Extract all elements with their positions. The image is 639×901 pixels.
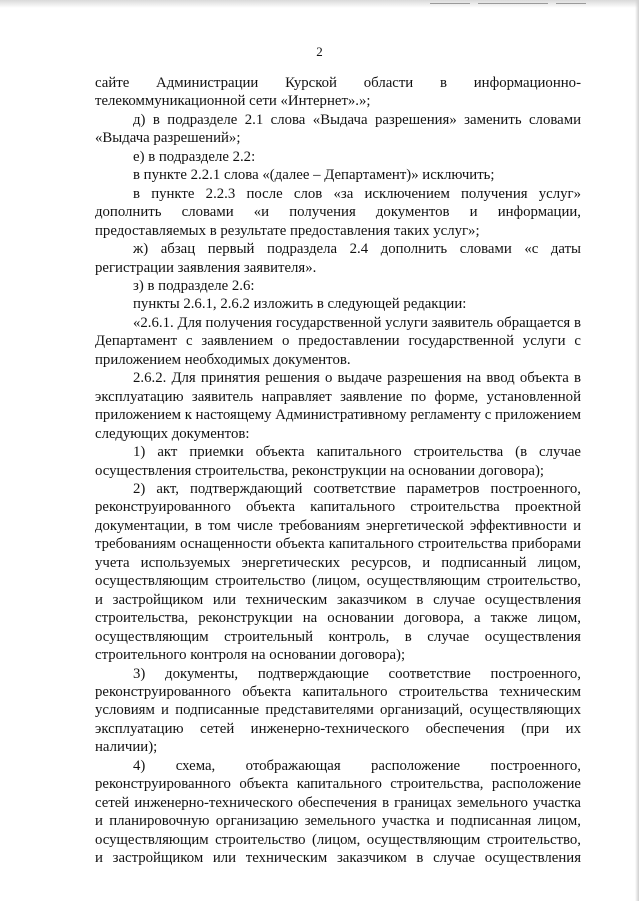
paragraph: сайте Администрации Курской области в информационно-телекоммуникационной сети «Интернет».»;: [95, 75, 581, 110]
paragraph: пункты 2.6.1, 2.6.2 изложить в следующей редакции:: [133, 296, 467, 313]
paragraph: 4) схема, отображающая расположение построенного, реконструированного объекта капитального строительства, расположение сетей инженерно-технического обеспечения в границах земельного участка и планировочную организацию земельного участка и подписанная лицом, осуществляющим строительство (лицом, осуществляющим строительство, и застройщиком или техническим заказчиком в случае осуществления: [95, 757, 581, 867]
paragraph: 3) документы, подтверждающие соответствие построенного, реконструированного объекта капитального строительства техническим условиям и подписанные представителями организаций, осуществляющих эксплуатацию сетей инженерно-технического обеспечения (при их наличии);: [95, 665, 581, 756]
paragraph: ж) абзац первый подраздела 2.4 дополнить словами «с даты регистрации заявления заявителя».: [95, 241, 581, 276]
paragraph: в пункте 2.2.1 слова «(далее – Департамент)» исключить;: [133, 167, 495, 184]
document-body: [95, 74, 581, 867]
paragraph: 1) акт приемки объекта капитального строительства (в случае осуществления строительства, реконструкции на основании договора);: [95, 444, 581, 479]
scan-artifact-line: [430, 3, 470, 4]
paragraph: з) в подразделе 2.6:: [133, 277, 255, 294]
paragraph: в пункте 2.2.3 после слов «за исключением получения услуг» дополнить словами «и получения документов и информации, предоставляемых в результате предоставления таких услуг»;: [95, 185, 581, 239]
paragraph: 2) акт, подтверждающий соответствие параметров построенного, реконструированного объекта капитального строительства проектной документации, в том числе требованиям энергетической эффективности и требованиям оснащенности объекта капитального строительства приборами учета используемых энергетических ресурсов, и подписанный лицом, осуществляющим строительство (лицом, осуществляющим строительство, и застройщиком или техническим заказчиком в случае осуществления строительства, реконструкции на основании договора, а также лицом, осуществляющим строительный контроль, в случае осуществления строительного контроля на основании договора);: [95, 480, 581, 664]
paragraph: д) в подразделе 2.1 слова «Выдача разрешения» заменить словами «Выдача разрешений»;: [95, 111, 581, 147]
scan-edge-right: [635, 0, 639, 901]
page-number: 2: [316, 44, 323, 59]
scan-artifact-line: [478, 3, 548, 4]
scan-artifact-line: [556, 3, 586, 4]
paragraph: е) в подразделе 2.2:: [133, 148, 256, 165]
paragraph: «2.6.1. Для получения государственной услуги заявитель обращается в Департамент с заявлением о предоставлении государственной услуги с приложением необходимых документов.: [95, 314, 581, 368]
scan-edge-top: [0, 0, 639, 8]
paragraph: 2.6.2. Для принятия решения о выдаче разрешения на ввод объекта в эксплуатацию заявитель направляет заявление по форме, установленной приложением к настоящему Административному регламенту с приложением следующих документов:: [95, 370, 582, 442]
